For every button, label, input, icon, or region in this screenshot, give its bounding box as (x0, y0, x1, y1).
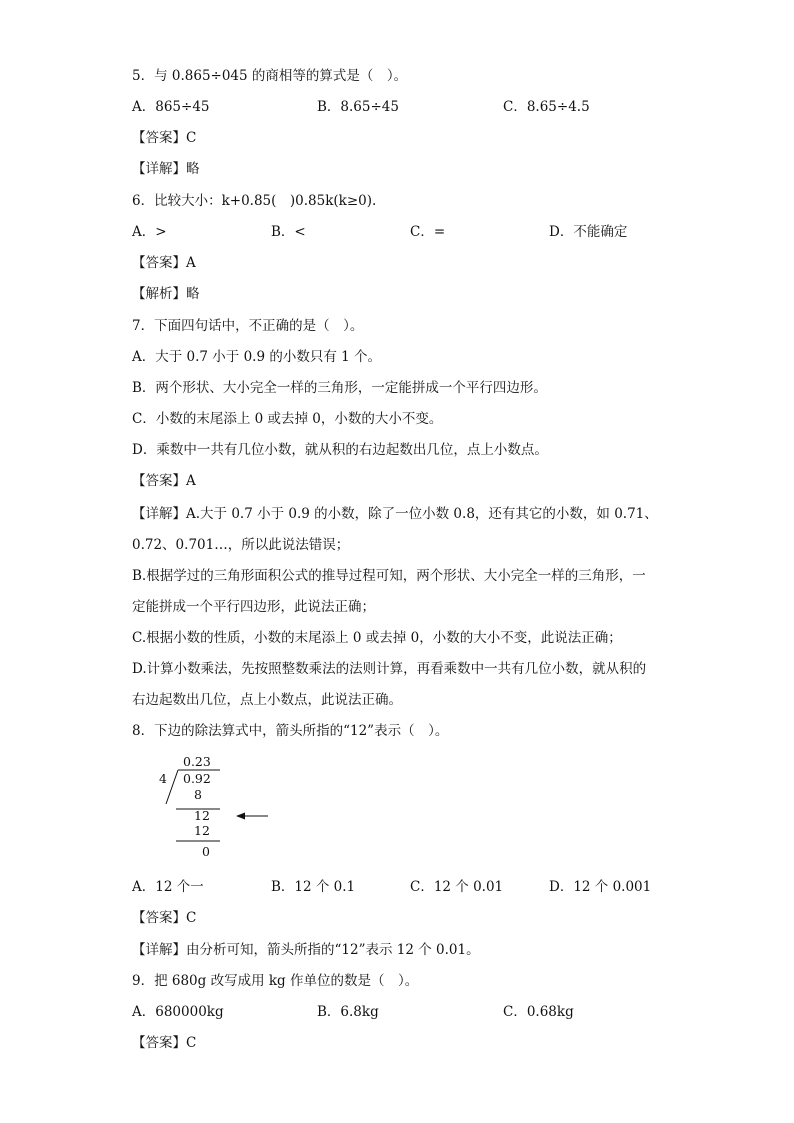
q7-option-c: C．小数的末尾添上 0 或去掉 0，小数的大小不变。 (132, 411, 443, 427)
q7-option-d: D．乘数中一共有几位小数，就从积的右边起数出几位，点上小数点。 (132, 442, 548, 458)
q7-option-b: B．两个形状、大小完全一样的三角形，一定能拼成一个平行四边形。 (132, 380, 547, 396)
divisor: 4 (159, 771, 167, 786)
q9-option-c: C．0.68kg (503, 1004, 574, 1020)
q7-explanation-line: B.根据学过的三角形面积公式的推导过程可知，两个形状、大小完全一样的三角形，一 (132, 568, 646, 584)
q7-explanation-line: 右边起数出几位，点上小数点，此说法正确。 (132, 692, 402, 708)
remainder: 0 (202, 844, 210, 859)
q8-stem: 8．下边的除法算式中，箭头所指的“12”表示（ ）。 (132, 723, 449, 739)
q8-explanation: 【详解】由分析可知，箭头所指的“12”表示 12 个 0.01。 (132, 942, 480, 958)
q7-stem: 7．下面四句话中，不正确的是（ ）。 (132, 318, 364, 334)
q6-option-d: D．不能确定 (549, 224, 628, 240)
division-step-pointed: 12 (194, 808, 210, 823)
q7-explanation-line: 定能拼成一个平行四边形，此说法正确； (132, 599, 375, 615)
q9-answer: 【答案】C (132, 1035, 197, 1051)
long-division-diagram (150, 752, 280, 862)
q9-stem: 9．把 680g 改写成用 kg 作单位的数是（ ）。 (132, 973, 419, 989)
q5-option-b: B．8.65÷45 (317, 99, 399, 115)
q7-option-a: A．大于 0.7 小于 0.9 的小数只有 1 个。 (132, 349, 382, 365)
q7-explanation-line: D.计算小数乘法，先按照整数乘法的法则计算，再看乘数中一共有几位小数，就从积的 (132, 661, 647, 677)
q8-option-d: D．12 个 0.001 (549, 879, 652, 895)
q8-option-c: C．12 个 0.01 (410, 879, 504, 895)
q8-option-a: A．12 个一 (132, 879, 204, 895)
q8-answer: 【答案】C (132, 910, 197, 926)
q8-option-b: B．12 个 0.1 (271, 879, 356, 895)
quotient: 0.23 (183, 754, 211, 769)
division-step-product: 12 (194, 823, 210, 838)
q9-option-a: A．680000kg (132, 1004, 224, 1020)
q5-explanation: 【详解】略 (132, 161, 200, 177)
q5-option-a: A．865÷45 (132, 99, 210, 115)
q5-answer: 【答案】C (132, 130, 197, 146)
division-step-product: 8 (194, 787, 202, 802)
q6-option-b: B．< (271, 224, 306, 240)
dividend: 0.92 (183, 771, 211, 786)
q6-option-a: A．> (132, 224, 167, 240)
q9-option-b: B．6.8kg (317, 1004, 379, 1020)
q7-explanation-line: C.根据小数的性质，小数的末尾添上 0 或去掉 0，小数的大小不变，此说法正确； (132, 630, 622, 646)
q7-explanation-line: 【详解】A.大于 0.7 小于 0.9 的小数，除了一位小数 0.8，还有其它的小数，如 0.71、 (132, 506, 658, 522)
q7-answer: 【答案】A (132, 473, 196, 489)
q5-stem: 5．与 0.865÷045 的商相等的算式是（ ）。 (132, 68, 408, 84)
long-division-lines (150, 752, 280, 862)
q6-answer: 【答案】A (132, 255, 196, 271)
q6-explanation: 【解析】略 (132, 286, 200, 302)
arrow-left-icon (236, 813, 245, 820)
q6-stem: 6．比较大小：k+0.85( )0.85k(k≥0). (132, 193, 377, 209)
q7-explanation-line: 0.72、0.701…，所以此说法错误； (132, 537, 350, 553)
q6-option-c: C．= (410, 224, 446, 240)
q5-option-c: C．8.65÷4.5 (503, 99, 590, 115)
